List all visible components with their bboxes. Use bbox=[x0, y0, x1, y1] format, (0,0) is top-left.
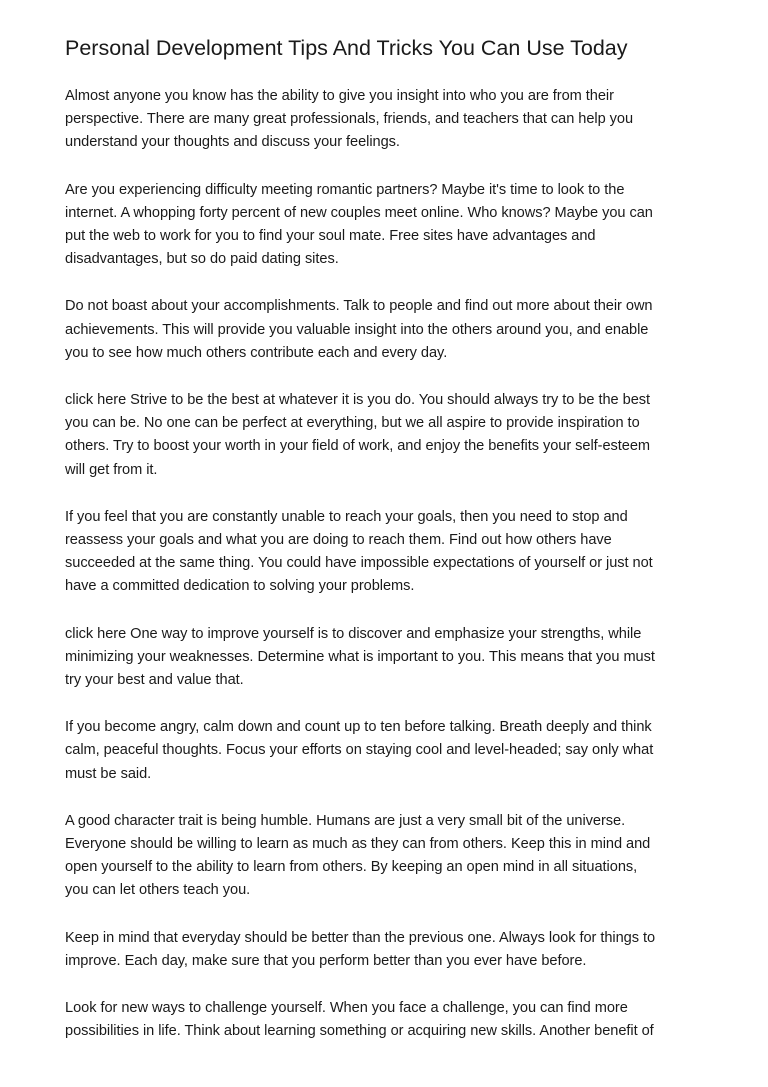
text-line: you can be. No one can be perfect at everything, but we all aspire to provide inspiration to bbox=[65, 415, 640, 432]
text-line: Everyone should be willing to learn as much as they can from others. Keep this in mind and bbox=[65, 836, 651, 853]
text-line: must be said. bbox=[65, 765, 152, 782]
text-line: click here One way to improve yourself is to discover and emphasize your strengths, while bbox=[65, 625, 642, 642]
text-line: Look for new ways to challenge yourself. When you face a challenge, you can find more bbox=[65, 1000, 628, 1017]
text-line: you can let others teach you. bbox=[65, 882, 251, 899]
text-line: If you become angry, calm down and count up to ten before talking. Breath deeply and think bbox=[65, 719, 652, 736]
paragraph-6 bbox=[65, 623, 705, 693]
text-line: achievements. This will provide you valuable insight into the others around you, and enable bbox=[65, 321, 649, 338]
text-line: improve. Each day, make sure that you perform better than you ever have before. bbox=[65, 952, 587, 969]
paragraph-1 bbox=[65, 85, 705, 155]
text-line: possibilities in life. Think about learning something or acquiring new skills. Another benefit of bbox=[65, 1023, 654, 1040]
paragraph-7 bbox=[65, 716, 705, 786]
document-body bbox=[65, 85, 705, 1068]
text-line: internet. A whopping forty percent of new couples meet online. Who knows? Maybe you can bbox=[65, 204, 653, 221]
text-line: Do not boast about your accomplishments. Talk to people and find out more about their own bbox=[65, 298, 653, 315]
text-line: calm, peaceful thoughts. Focus your efforts on staying cool and level-headed; say only what bbox=[65, 742, 654, 759]
text-line: succeeded at the same thing. You could have impossible expectations of yourself or just not bbox=[65, 555, 653, 572]
paragraph-4 bbox=[65, 389, 705, 482]
text-line: you to see how much others contribute each and every day. bbox=[65, 344, 448, 361]
text-line: click here Strive to be the best at whatever it is you do. You should always try to be the best bbox=[65, 392, 651, 409]
text-line: open yourself to the ability to learn from others. By keeping an open mind in all situations, bbox=[65, 859, 638, 876]
text-line: If you feel that you are constantly unable to reach your goals, then you need to stop and bbox=[65, 508, 628, 525]
paragraph-5 bbox=[65, 506, 705, 599]
text-line: have a committed dedication to solving your problems. bbox=[65, 578, 415, 595]
text-line: put the web to work for you to find your soul mate. Free sites have advantages and bbox=[65, 228, 596, 245]
document-title: Personal Development Tips And Tricks You Can Use Today bbox=[65, 36, 628, 60]
paragraph-10 bbox=[65, 997, 705, 1043]
paragraph-9 bbox=[65, 927, 705, 973]
text-line: others. Try to boost your worth in your field of work, and enjoy the benefits your self-esteem bbox=[65, 438, 651, 455]
text-line: perspective. There are many great professionals, friends, and teachers that can help you bbox=[65, 111, 634, 128]
text-line: reassess your goals and what you are doing to reach them. Find out how others have bbox=[65, 532, 612, 549]
text-line: try your best and value that. bbox=[65, 672, 244, 689]
paragraph-2 bbox=[65, 179, 705, 272]
text-line: Almost anyone you know has the ability to give you insight into who you are from their bbox=[65, 88, 614, 104]
text-line: A good character trait is being humble. Humans are just a very small bit of the universe. bbox=[65, 812, 626, 829]
paragraph-8 bbox=[65, 810, 705, 903]
paragraph-3 bbox=[65, 295, 705, 365]
text-line: Keep in mind that everyday should be better than the previous one. Always look for things to bbox=[65, 929, 656, 946]
text-line: understand your thoughts and discuss your feelings. bbox=[65, 134, 400, 151]
text-line: minimizing your weaknesses. Determine what is important to you. This means that you must bbox=[65, 648, 655, 665]
text-line: Are you experiencing difficulty meeting romantic partners? Maybe it's time to look to the bbox=[65, 181, 625, 198]
text-line: disadvantages, but so do paid dating sites. bbox=[65, 251, 339, 268]
text-line: will get from it. bbox=[65, 461, 158, 478]
